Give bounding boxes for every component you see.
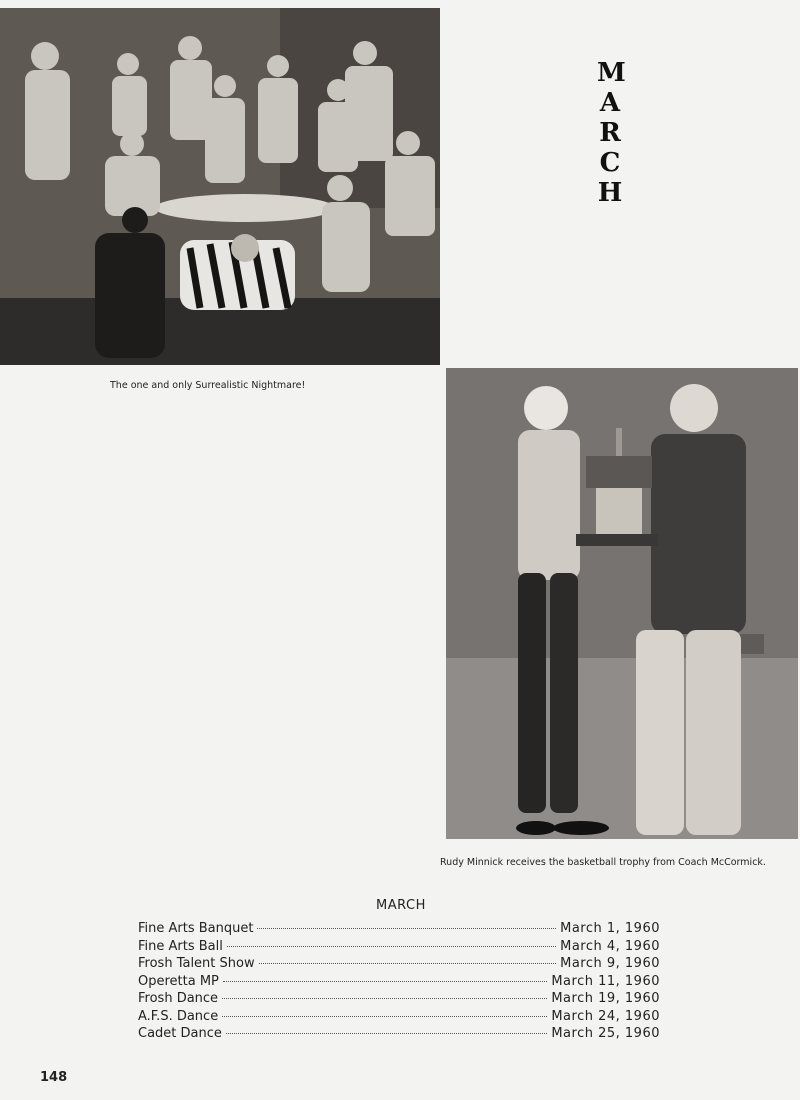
trophy-photo-illustration [446,368,798,839]
event-schedule [138,921,660,1044]
schedule-row [138,939,660,957]
dot-leader [259,963,557,964]
schedule-row [138,921,660,939]
schedule-heading: MARCH [376,898,426,913]
group-photo [0,8,440,365]
event-name: Frosh Dance [138,991,219,1006]
event-date: March 11, 1960 [551,973,660,989]
schedule-row [138,991,660,1009]
dot-leader [222,998,547,999]
schedule-row [138,974,660,992]
schedule-row [138,956,660,974]
event-name: Cadet Dance [138,1026,222,1041]
event-date: March 19, 1960 [551,991,660,1006]
page-title-vertical [597,58,626,208]
title-letter: R [599,118,621,148]
event-date: March 4, 1960 [560,938,660,954]
dot-leader [257,928,556,929]
event-date: March 9, 1960 [560,956,660,971]
title-letter: C [599,148,621,178]
dot-leader [227,946,556,947]
event-name: Frosh Talent Show [138,956,255,971]
event-date: March 24, 1960 [551,1008,660,1024]
event-name: A.F.S. Dance [138,1008,219,1024]
trophy-photo-caption: Rudy Minnick receives the basketball trophy from Coach McCormick. [440,857,766,868]
trophy-photo [446,368,798,839]
schedule-row [138,1026,660,1044]
dot-leader [222,1016,547,1017]
event-name: Fine Arts Ball [138,938,223,954]
title-letter: A [599,88,621,118]
event-date: March 25, 1960 [551,1026,660,1041]
dot-leader [226,1033,547,1034]
schedule-row [138,1009,660,1027]
title-letter: H [597,178,623,208]
dot-leader [223,981,547,982]
group-photo-illustration [0,8,440,365]
group-photo-caption: The one and only Surrealistic Nightmare! [110,380,306,391]
event-name: Fine Arts Banquet [138,921,254,936]
title-letter: M [597,58,626,88]
event-name: Operetta MP [138,973,219,989]
page-number: 148 [40,1070,68,1085]
event-date: March 1, 1960 [560,921,660,936]
